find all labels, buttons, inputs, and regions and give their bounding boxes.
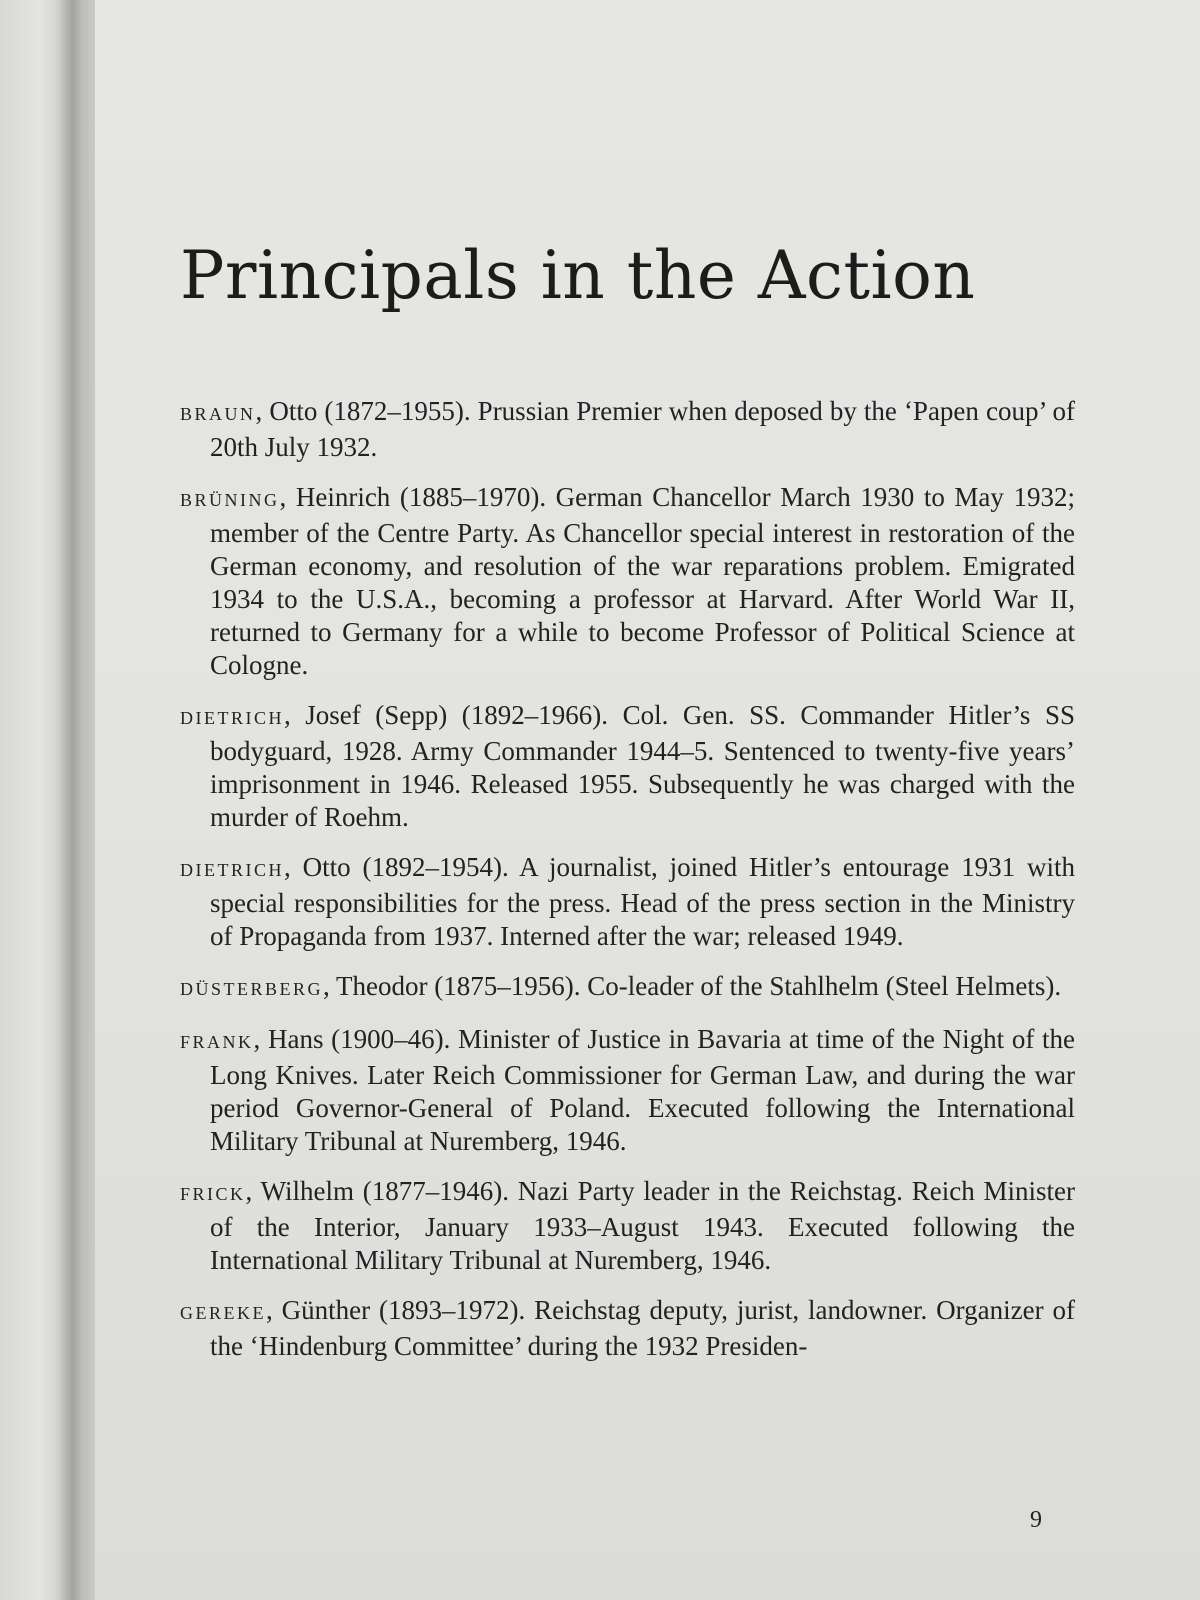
entry-dusterberg <box>180 970 1075 1006</box>
entry-name: GEREKE <box>180 1303 266 1323</box>
entry-frick <box>180 1175 1075 1277</box>
entry-list <box>180 395 1075 1380</box>
entry-name: FRICK <box>180 1184 246 1204</box>
book-spine-shadow <box>55 0 95 1600</box>
entry-text: , Hans (1900–46). Minister of Justice in Bavaria at time of the Night of the Long Knives. Later Reich Commissioner for German Law, and during the war period Governor-General of Poland. Executed following the International Military Tribunal at Nuremberg, 1946. <box>210 1024 1075 1156</box>
entry-dietrich-josef <box>180 699 1075 834</box>
entry-text: , Wilhelm (1877–1946). Nazi Party leader in the Reichstag. Reich Minister of the Interior, January 1933–August 1943. Executed following the International Military Tribunal at Nuremberg, 1946. <box>210 1176 1075 1275</box>
entry-name: DÜSTERBERG <box>180 979 324 999</box>
page-number: 9 <box>1030 1507 1042 1533</box>
entry-text: , Theodor (1875–1956). Co-leader of the Stahlhelm (Steel Helmets). <box>323 971 1062 1001</box>
book-page <box>95 0 1200 1600</box>
entry-name: FRANK <box>180 1032 254 1052</box>
entry-text: , Günther (1893–1972). Reichstag deputy, jurist, landowner. Organizer of the ‘Hindenburg Committee’ during the 1932 Presiden- <box>210 1295 1075 1361</box>
entry-frank <box>180 1023 1075 1158</box>
entry-name: BRÜNING <box>180 490 280 510</box>
entry-text: , Otto (1892–1954). A journalist, joined Hitler’s entourage 1931 with special responsibilities for the press. Head of the press section in the Ministry of Propaganda from 1937. Interned after the war; released 1949. <box>210 852 1075 951</box>
entry-name: BRAUN <box>180 404 256 424</box>
entry-braun <box>180 395 1075 464</box>
entry-gereke <box>180 1294 1075 1363</box>
entry-name: DIETRICH <box>180 708 284 728</box>
entry-text: , Heinrich (1885–1970). German Chancellor March 1930 to May 1932; member of the Centre Party. As Chancellor special interest in restoration of the German economy, and resolution of the war reparations problem. Emigrated 1934 to the U.S.A., becoming a professor at Harvard. After World War II, returned to Germany for a while to become Professor of Political Science at Cologne. <box>210 482 1075 680</box>
entry-bruning <box>180 481 1075 682</box>
page-title: Principals in the Action <box>180 237 976 314</box>
entry-name: DIETRICH <box>180 860 284 880</box>
entry-dietrich-otto <box>180 851 1075 953</box>
entry-text: , Josef (Sepp) (1892–1966). Col. Gen. SS. Commander Hitler’s SS bodyguard, 1928. Army Commander 1944–5. Sentenced to twenty-five years’ imprisonment in 1946. Released 1955. Subsequently he was charged with the murder of Roehm. <box>210 700 1075 832</box>
entry-text: , Otto (1872–1955). Prussian Premier when deposed by the ‘Papen coup’ of 20th July 1932. <box>210 396 1075 462</box>
